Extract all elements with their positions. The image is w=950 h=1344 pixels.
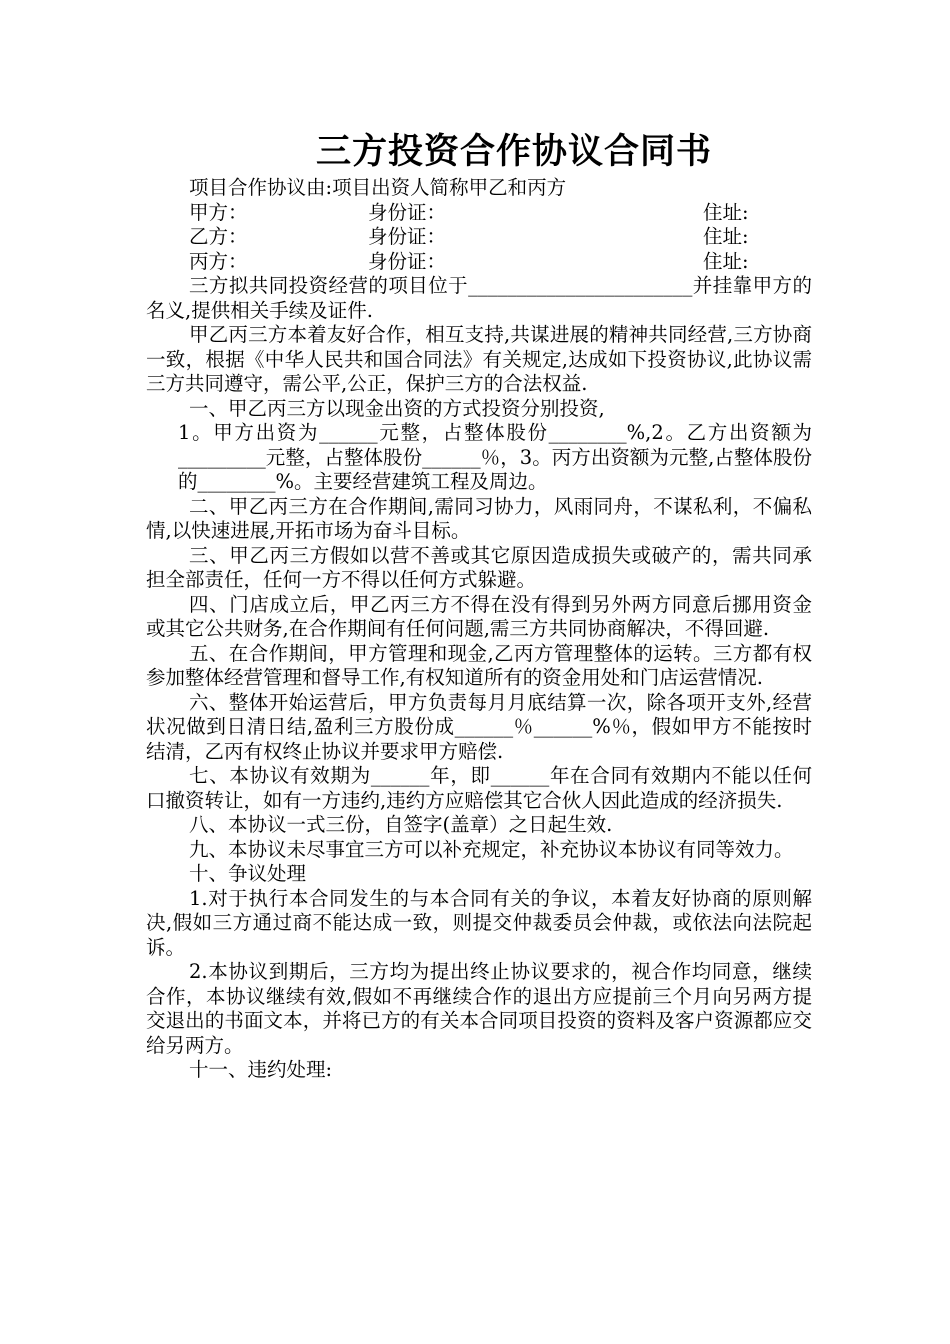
party-name: 乙方： bbox=[189, 225, 248, 248]
document-title: 三方投资合作协议合同书 bbox=[315, 131, 712, 172]
party-name: 丙方： bbox=[189, 249, 248, 273]
clause-11-heading: 十一、违约处理: bbox=[189, 1058, 333, 1081]
id-label: 身份证： bbox=[368, 225, 447, 248]
clause-4: 四、门店成立后，甲乙丙三方不得在没有得到另外两方同意后挪用资金或其它公共财务,在合作期间有任何问题,需三方共同协商解决，不得回避. bbox=[146, 592, 812, 640]
cooperation-paragraph: 甲乙丙三方本着友好合作，相互支持,共谋进展的精神共同经营,三方协商一致，根据《中华人民共和国合同法》有关规定,达成如下投资协议,此协议需三方共同遵守，需公平,公正，保护三方的合法权益. bbox=[146, 323, 812, 395]
contract-document bbox=[146, 128, 812, 1083]
investment-amounts-block: 1。甲方出资为______元整，占整体股份________%,2。乙方出资额为_________元整，占整体股份______％，3。丙方出资额为元整,占整体股份的________%。主要经营建筑工程及周边。 bbox=[178, 421, 812, 493]
intro-line: 项目合作协议由:项目出资人简称甲乙和丙方 bbox=[189, 176, 567, 199]
clause-6: 六、整体开始运营后，甲方负责每月月底结算一次，除各项开支外,经营状况做到日清日结,盈利三方股份成______％______%％，假如甲方不能按时结清，乙丙有权终止协议并要求甲方赔偿. bbox=[146, 690, 812, 763]
address-label: 住址: bbox=[703, 200, 749, 224]
clause-10-heading: 十、争议处理 bbox=[189, 862, 307, 885]
party-name: 甲方： bbox=[189, 200, 248, 224]
party-row-a bbox=[146, 201, 812, 226]
clause-10-item-2: 2.本协议到期后，三方均为提出终止协议要求的，视合作均同意，继续合作，本协议继续有效,假如不再继续合作的退出方应提前三个月向另两方提交退出的书面文本，并将已方的有关本合同项目投资的资料及客户资源都应交给另两方。 bbox=[146, 960, 812, 1057]
clause-1-heading: 一、甲乙丙三方以现金出资的方式投资分别投资, bbox=[189, 396, 605, 420]
id-label: 身份证： bbox=[368, 249, 447, 273]
project-location-paragraph: 三方拟共同投资经营的项目位于_______________________并挂靠甲方的名义,提供相关手续及证件. bbox=[146, 274, 812, 322]
clause-5: 五、在合作期间，甲方管理和现金,乙丙方管理整体的运转。三方都有权参加整体经营管理和督导工作,有权知道所有的资金用处和门店运营情况. bbox=[146, 641, 812, 689]
party-row-b bbox=[146, 225, 812, 250]
clause-7: 七、本协议有效期为______年，即______年在合同有效期内不能以任何口撤资转让，如有一方违约,违约方应赔偿其它合伙人因此造成的经济损失. bbox=[146, 764, 812, 812]
address-label: 住址: bbox=[703, 249, 749, 273]
clause-3: 三、甲乙丙三方假如以营不善或其它原因造成损失或破产的，需共同承担全部责任，任何一方不得以任何方式躲避。 bbox=[146, 543, 812, 591]
clause-10-item-1: 1.对于执行本合同发生的与本合同有关的争议，本着友好协商的原则解决,假如三方通过商不能达成一致，则提交仲裁委员会仲裁，或依法向法院起诉。 bbox=[146, 886, 812, 959]
id-label: 身份证： bbox=[368, 200, 447, 224]
clause-2: 二、甲乙丙三方在合作期间,需同习协力，风雨同舟，不谋私利，不偏私情,以快速进展,开拓市场为奋斗目标。 bbox=[146, 494, 812, 542]
address-label: 住址: bbox=[703, 225, 749, 248]
party-row-c bbox=[146, 250, 812, 275]
clause-8: 八、本协议一式三份，自签字(盖章）之日起生效. bbox=[189, 813, 613, 836]
clause-9: 九、本协议未尽事宜三方可以补充规定，补充协议本协议有同等效力。 bbox=[189, 837, 794, 861]
